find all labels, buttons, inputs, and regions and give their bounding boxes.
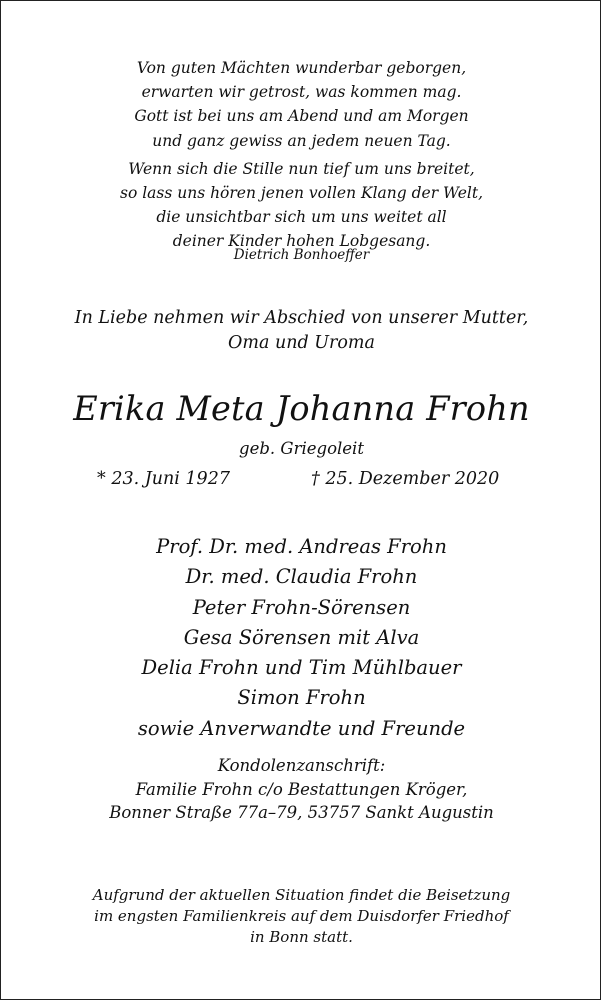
poem-line: Gott ist bei uns am Abend und am Morgen (134, 107, 469, 126)
intro-text (1, 306, 601, 356)
mourner-name: Prof. Dr. med. Andreas Frohn (156, 535, 447, 558)
life-dates (1, 469, 601, 495)
poem-line: so lass uns hören jenen vollen Klang der Welt, (119, 184, 484, 203)
death-date: † 25. Dezember 2020 (311, 469, 500, 489)
intro-line: In Liebe nehmen wir Abschied von unserer Mutter, (74, 308, 529, 328)
mourners-list (1, 532, 601, 744)
birth-date: * 23. Juni 1927 (97, 469, 230, 489)
mourner-name: Delia Frohn und Tim Mühlbauer (141, 656, 462, 680)
deceased-name: Erika Meta Johanna Frohn (73, 389, 530, 428)
mourner-name: Dr. med. Claudia Frohn (185, 565, 418, 589)
poem (1, 56, 601, 254)
poem-line: die unsichtbar sich um uns weitet all (156, 208, 447, 227)
maiden-name: geb. Griegoleit (239, 439, 364, 458)
notice-line: im engsten Familienkreis auf dem Duisdorfer Friedhof (94, 907, 509, 925)
burial-notice (1, 885, 601, 948)
address-heading: Kondolenzanschrift: (217, 756, 386, 775)
poem-author: Dietrich Bonhoeffer (233, 247, 370, 263)
mourner-name: Gesa Sörensen mit Alva (183, 625, 420, 649)
mourner-name: sowie Anverwandte und Freunde (137, 716, 466, 740)
poem-line: erwarten wir getrost, was kommen mag. (141, 83, 462, 102)
notice-line: Aufgrund der aktuellen Situation findet die Beisetzung (92, 886, 511, 904)
notice-line: in Bonn statt. (250, 928, 353, 946)
mourner-name: Peter Frohn-Sörensen (192, 595, 411, 619)
address-line: Bonner Straße 77a–79, 53757 Sankt Augustin (109, 803, 494, 822)
poem-line: Von guten Mächten wunderbar geborgen, (136, 59, 467, 77)
mourner-name: Simon Frohn (237, 686, 366, 710)
poem-line: Wenn sich die Stille nun tief um uns breitet, (128, 159, 475, 178)
poem-line: deiner Kinder hohen Lobgesang. (172, 232, 431, 251)
poem-stanza-1 (1, 56, 601, 153)
intro-line: Oma und Uroma (228, 333, 375, 353)
poem-stanza-2 (1, 157, 601, 254)
address-line: Familie Frohn c/o Bestattungen Kröger, (135, 779, 468, 799)
poem-line: und ganz gewiss an jedem neuen Tag. (152, 131, 451, 150)
condolence-address (1, 754, 601, 825)
